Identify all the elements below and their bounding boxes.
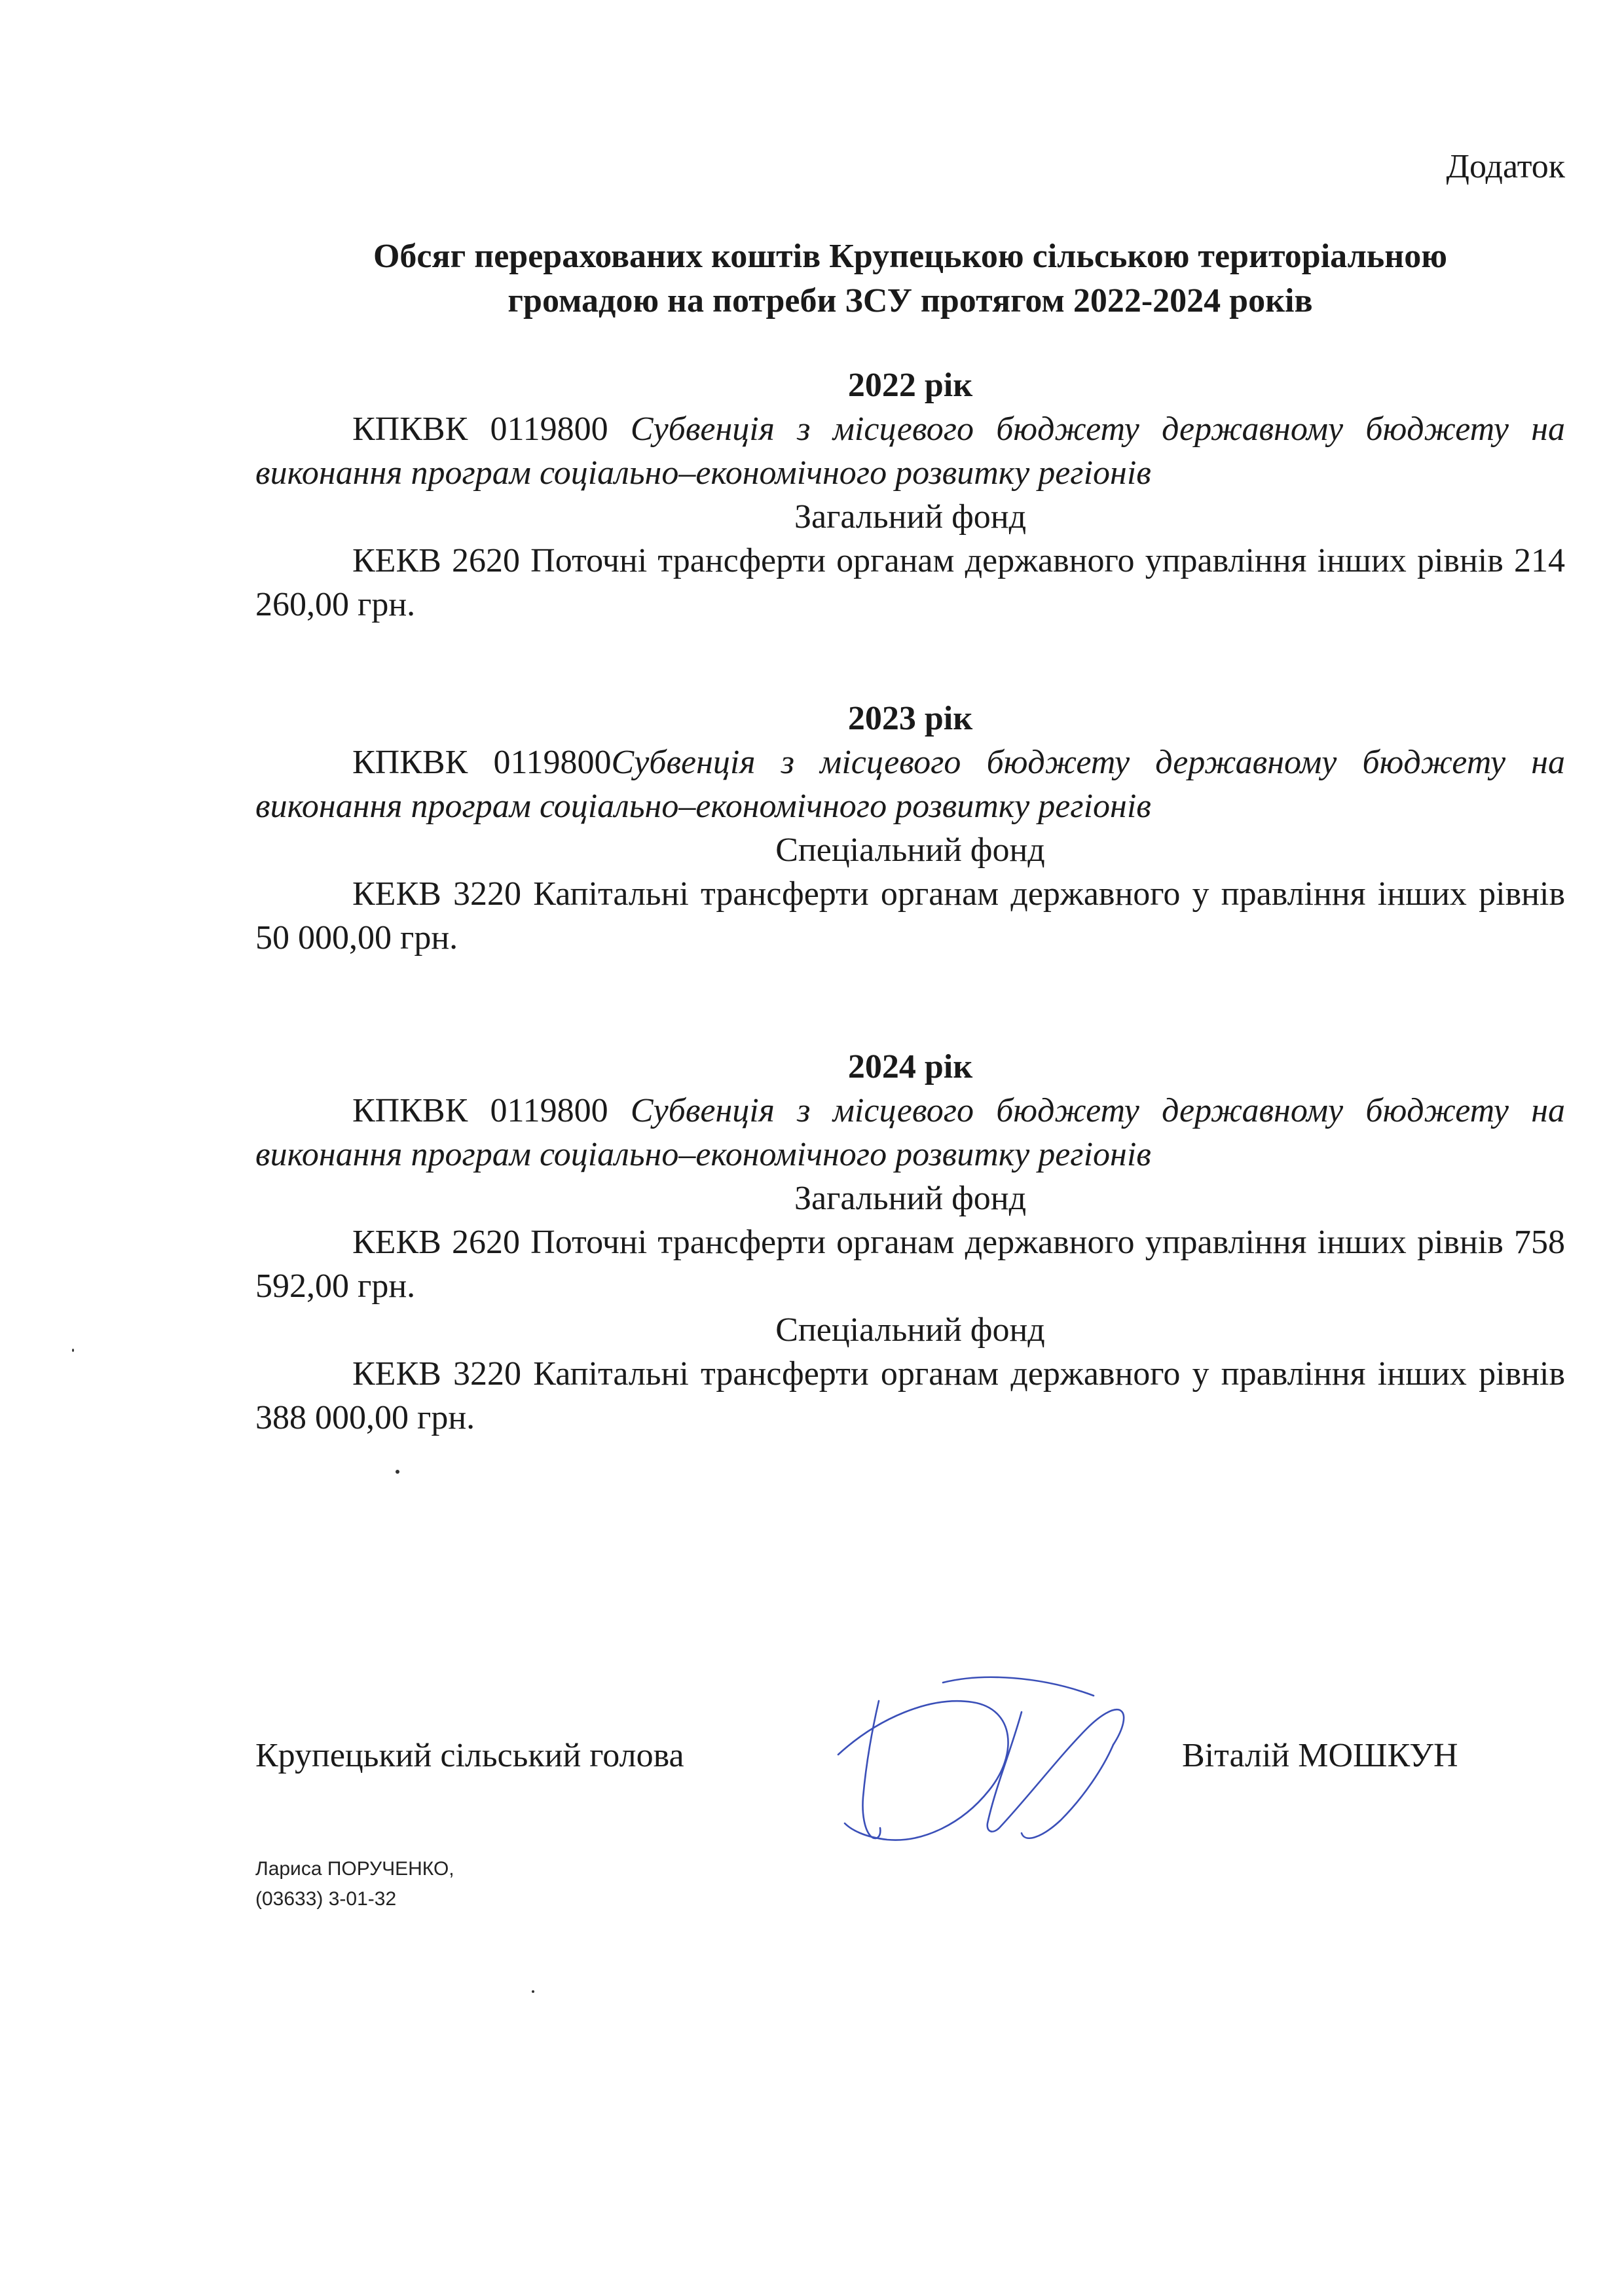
document-title: [255, 234, 1565, 323]
title-line-1: Обсяг перерахованих коштів Крупецькою сільською територіальною: [373, 238, 1447, 275]
kpkvk-paragraph: [255, 740, 1565, 828]
kpkvk-sep: [608, 410, 631, 448]
fund-name: Спеціальний фонд: [775, 1311, 1045, 1349]
section-2024: [255, 1045, 1565, 1440]
kpkvk-paragraph: [255, 407, 1565, 495]
kpkvk-code: КПКВК 0119800: [352, 410, 608, 448]
scan-speck: [532, 1990, 534, 1993]
title-line-2: громадою на потреби ЗСУ протягом 2022-2024 років: [507, 282, 1313, 319]
scan-speck: [396, 1470, 399, 1474]
kpkvk-description: Субвенція з місцевого бюджету державному бюджету на виконання програм соціально–економічного розвитку регіонів: [255, 1092, 1566, 1173]
kpkvk-sep: [608, 1092, 631, 1129]
kpkvk-code: КПКВК 0119800: [352, 1092, 608, 1129]
section-year: 2023 рік: [847, 700, 973, 737]
kpkvk-code: КПКВК 0119800: [352, 744, 612, 781]
handwritten-signature: [825, 1656, 1139, 1859]
section-2023: [255, 697, 1565, 960]
fund-name: Загальний фонд: [794, 498, 1027, 536]
signature-ink: [838, 1677, 1124, 1840]
scan-speck: [72, 1349, 74, 1352]
section-year: 2022 рік: [847, 367, 973, 404]
signatory-role: Крупецький сільський голова: [255, 1737, 684, 1774]
signatory-name: Віталій МОШКУН: [1182, 1737, 1458, 1774]
contact-phone: (03633) 3-01-32: [255, 1888, 397, 1910]
kekv-paragraph: КЕКВ 2620 Поточні трансферти органам державного управління інших рівнів 214 260,00 грн.: [255, 542, 1565, 623]
fund-name: Спеціальний фонд: [775, 831, 1045, 869]
section-year: 2024 рік: [847, 1048, 973, 1085]
annex-label: Додаток: [1446, 148, 1565, 185]
contact-block: [255, 1854, 454, 1914]
kpkvk-paragraph: [255, 1089, 1565, 1176]
section-2022: [255, 363, 1565, 627]
kpkvk-description: Субвенція з місцевого бюджету державному бюджету на виконання програм соціально–економічного розвитку регіонів: [255, 744, 1566, 825]
kekv-paragraph: КЕКВ 3220 Капітальні трансферти органам державного у правління інших рівнів 388 000,00 грн.: [255, 1355, 1565, 1436]
fund-name: Загальний фонд: [794, 1180, 1027, 1217]
kpkvk-description: Субвенція з місцевого бюджету державному бюджету на виконання програм соціально–економічного розвитку регіонів: [255, 410, 1566, 492]
kekv-paragraph: КЕКВ 2620 Поточні трансферти органам державного управління інших рівнів 758 592,00 грн.: [255, 1224, 1565, 1305]
contact-person: Лариса ПОРУЧЕНКО,: [255, 1858, 454, 1880]
kekv-paragraph: КЕКВ 3220 Капітальні трансферти органам державного у правління інших рівнів 50 000,00 грн.: [255, 875, 1565, 957]
